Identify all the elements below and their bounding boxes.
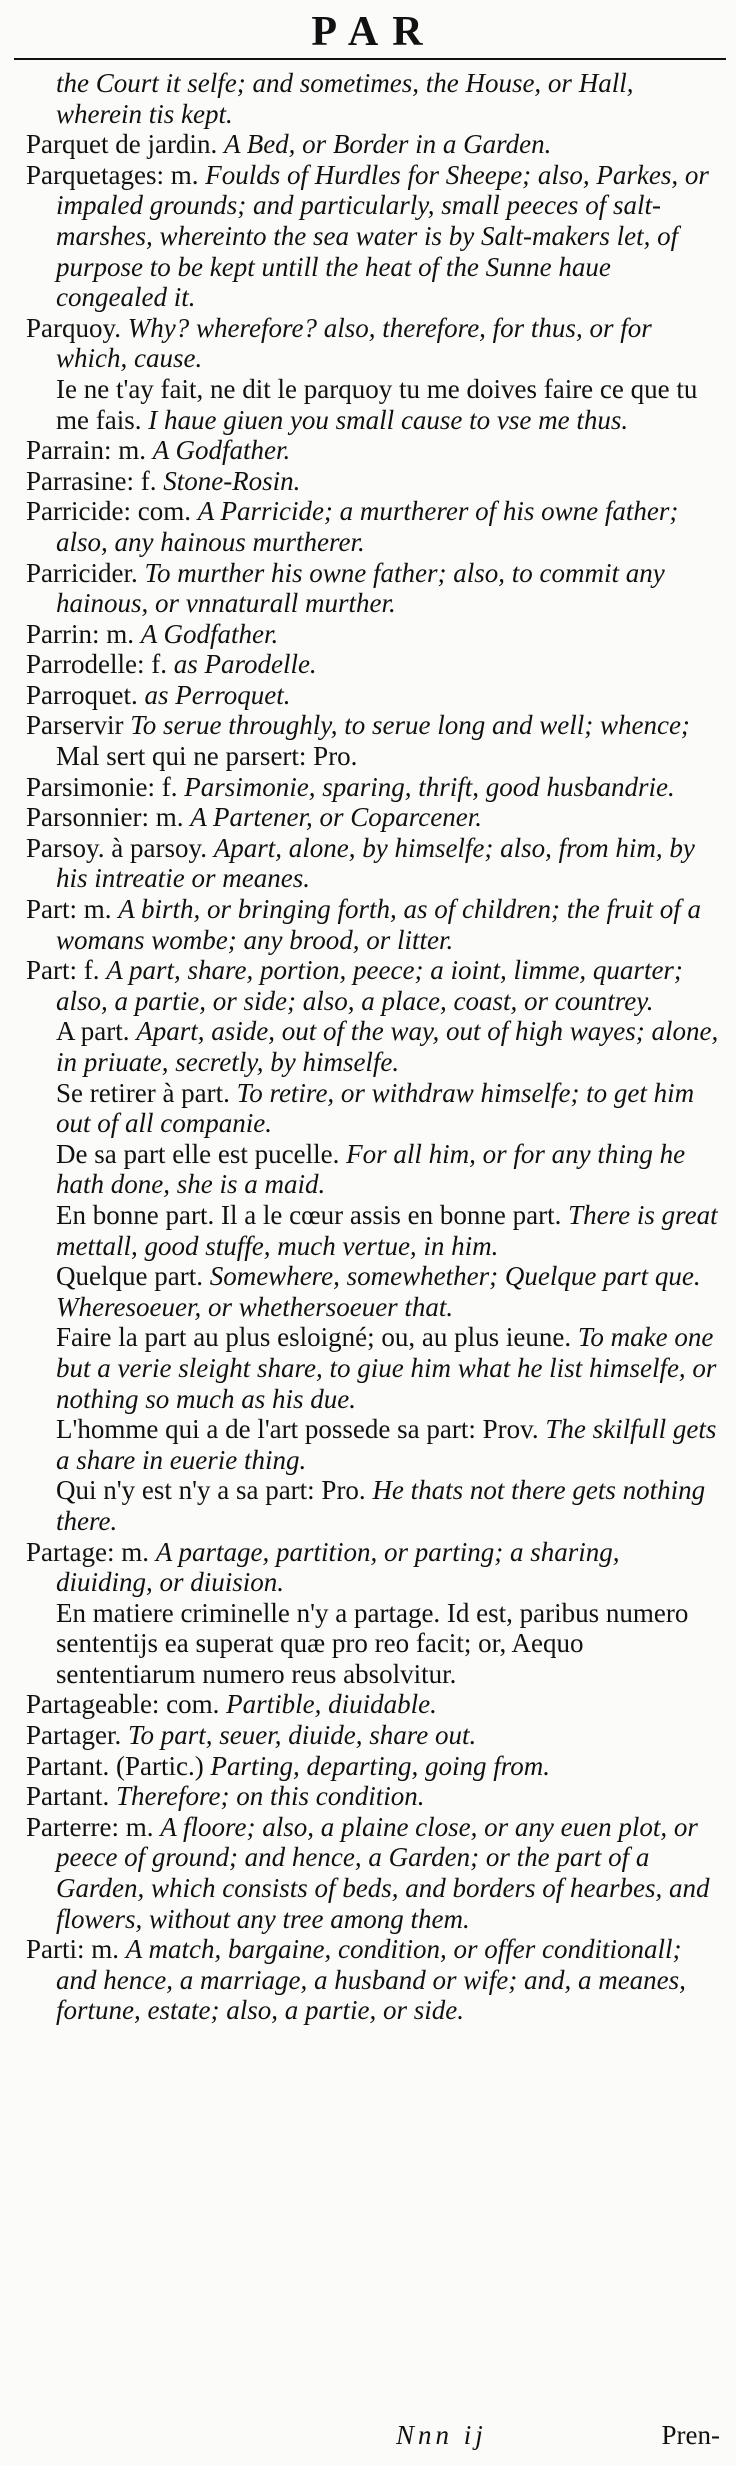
definition: Stone-Rosin. [163,465,301,496]
headword: Part: f. [26,955,100,986]
definition: To part, seuer, diuide, share out. [127,1720,477,1751]
definition: A match, bargaine, condition, or offer conditionall; and hence, a marriage, a husband or wife; and, a meanes, fortune, estate; also, a partie, or side. [56,1934,686,2026]
headword: Mal sert qui ne parsert: Pro. [56,741,358,772]
definition: A Godfather. [140,618,279,649]
sub-entry [26,1078,722,1139]
definition: Foulds of Hurdles for Sheepe; also, Parkes, or impaled grounds; and particularly, small peeces of salt-marshes, whereinto the sea water is by Salt-makers let, of purpose to be kept untill the heat of the Sunne haue congealed it. [56,159,709,313]
definition: The skilfull gets a share in euerie thing. [56,1414,717,1475]
headword: Parricider. [26,557,138,588]
dictionary-entry [26,1537,722,1598]
definition: I haue giuen you small cause to vse me thus. [148,404,629,435]
definition: as Parodelle. [173,649,317,680]
dictionary-entry [26,1934,722,2026]
sub-entry [26,1475,722,1536]
entry-list [26,60,722,2026]
headword: Se retirer à part. [56,1077,230,1108]
signature-mark: Nnn ij [396,2420,487,2450]
headword: Qui n'y est n'y a sa part: Pro. [56,1475,366,1506]
headword: A part. [56,1016,130,1047]
dictionary-entry [26,435,722,466]
dictionary-entry [26,894,722,955]
definition: A part, share, portion, peece; a ioint, limme, quarter; also, a partie, or side; also, a place, coast, or countrey. [56,955,683,1016]
definition: A Godfather. [152,435,291,466]
dictionary-entry [26,1751,722,1782]
definition: To make one but a verie sleight share, to giue him what he list himselfe, or nothing so much as his due. [56,1322,717,1414]
headword: Parrasine: f. [26,465,157,496]
headword: Partant. (Partic.) [26,1750,204,1781]
sub-entry [26,1414,722,1475]
headword: Part: m. [26,894,112,925]
headword: Parservir [26,710,124,741]
running-head: PAR [311,9,437,55]
definition: To retire, or withdraw himselfe; to get him out of all companie. [56,1077,695,1139]
headword: Parsonnier: m. [26,802,184,833]
headword: Parrain: m. [26,435,146,466]
headword: Parrin: m. [26,618,134,649]
definition: Why? wherefore? also, therefore, for thus, or for which, cause. [56,312,652,374]
definition: A Bed, or Border in a Garden. [223,129,552,160]
headword: Partant. [26,1781,110,1812]
sub-entry [26,1200,722,1261]
dictionary-entry [26,710,722,741]
dictionary-entry [26,68,722,129]
definition: There is great mettall, good stuffe, much vertue, in him. [56,1199,718,1261]
definition: A birth, or bringing forth, as of children; the fruit of a womans wombe; any brood, or litter. [56,894,702,955]
sub-entry [26,1261,722,1322]
headword: Parquoy. [26,312,121,343]
headword: Parquetages: m. [26,159,199,190]
definition: Therefore; on this condition. [115,1781,425,1812]
headword: L'homme qui a de l'art possede sa part: Prov. [56,1414,539,1445]
headword: Quelque part. [56,1261,203,1292]
headword: Parterre: m. [26,1811,154,1842]
headword: Ie ne t'ay fait, ne dit le parquoy tu me doives faire ce que tu me fais. [56,373,698,435]
headword: En bonne part. Il a le cœur assis en bonne part. [56,1199,562,1230]
dictionary-entry [26,466,722,497]
sub-entry [26,374,722,435]
dictionary-entry [26,496,722,557]
dictionary-entry [26,955,722,1016]
definition: Apart, aside, out of the way, out of high wayes; alone, in priuate, secretly, by himselfe. [56,1016,719,1077]
dictionary-entry [26,558,722,619]
dictionary-entry [26,1689,722,1720]
dictionary-entry [26,833,722,894]
definition: Partible, diuidable. [226,1689,437,1720]
dictionary-entry [26,649,722,680]
headword: De sa part elle est pucelle. [56,1138,340,1169]
definition: To murther his owne father; also, to commit any hainous, or vnnaturall murther. [56,557,665,619]
headword: Parti: m. [26,1934,119,1965]
dictionary-entry [26,1812,722,1934]
dictionary-entry [26,129,722,160]
dictionary-entry [26,619,722,650]
definition: Somewhere, somewhether; Quelque part que. Wheresoeuer, or whethersoeuer that. [56,1261,701,1322]
definition: as Perroquet. [144,679,291,710]
dictionary-entry [26,1720,722,1751]
sub-entry [26,1016,722,1077]
headword: En matiere criminelle n'y a partage. Id est, paribus numero sententijs ea superat quæ pro reo facit; or, Aequo sententiarum numero reus absolvitur. [56,1597,689,1689]
headword: Parquet de jardin. [26,129,218,160]
definition: A Partener, or Coparcener. [190,802,482,833]
dictionary-entry [26,160,722,313]
definition: A Parricide; a murtherer of his owne father; also, any hainous murtherer. [56,496,679,557]
definition: A partage, partition, or parting; a sharing, diuiding, or diuision. [56,1536,620,1598]
definition: A floore; also, a plaine close, or any euen plot, or peece of ground; and hence, a Garden; or the part of a Garden, which consists of beds, and borders of hearbes, and flowers, without any tree among them. [56,1811,710,1934]
sub-entry [26,741,722,772]
dictionary-entry [26,802,722,833]
dictionary-entry [26,313,722,374]
headword: Parsimonie: f. [26,771,178,802]
headword: Parsoy. à parsoy. [26,832,207,863]
definition: To serue throughly, to serue long and well; whence; [130,710,690,741]
definition: Parting, departing, going from. [210,1750,550,1781]
sub-entry [26,1139,722,1200]
sub-entry [26,1598,722,1690]
headword: Partageable: com. [26,1689,220,1720]
definition: Parsimonie, sparing, thrift, good husbandrie. [184,771,675,802]
page-footer [26,2418,720,2452]
dictionary-entry [26,1781,722,1812]
definition: the Court it selfe; and sometimes, the House, or Hall, wherein tis kept. [56,68,634,129]
headword: Parroquet. [26,679,138,710]
headword: Partager. [26,1720,122,1751]
catchword: Pren- [661,2420,720,2450]
headword: Faire la part au plus esloigné; ou, au plus ieune. [56,1322,572,1353]
definition: He thats not there gets nothing there. [56,1475,706,1536]
sub-entry [26,1322,722,1414]
definition: For all him, or for any thing he hath done, she is a maid. [56,1138,686,1200]
dictionary-entry [26,772,722,803]
dictionary-entry [26,680,722,711]
headword: Parrodelle: f. [26,649,167,680]
headword: Parricide: com. [26,496,191,527]
definition: Apart, alone, by himselfe; also, from him, by his intreatie or meanes. [56,832,695,894]
headword: Partage: m. [26,1536,149,1567]
